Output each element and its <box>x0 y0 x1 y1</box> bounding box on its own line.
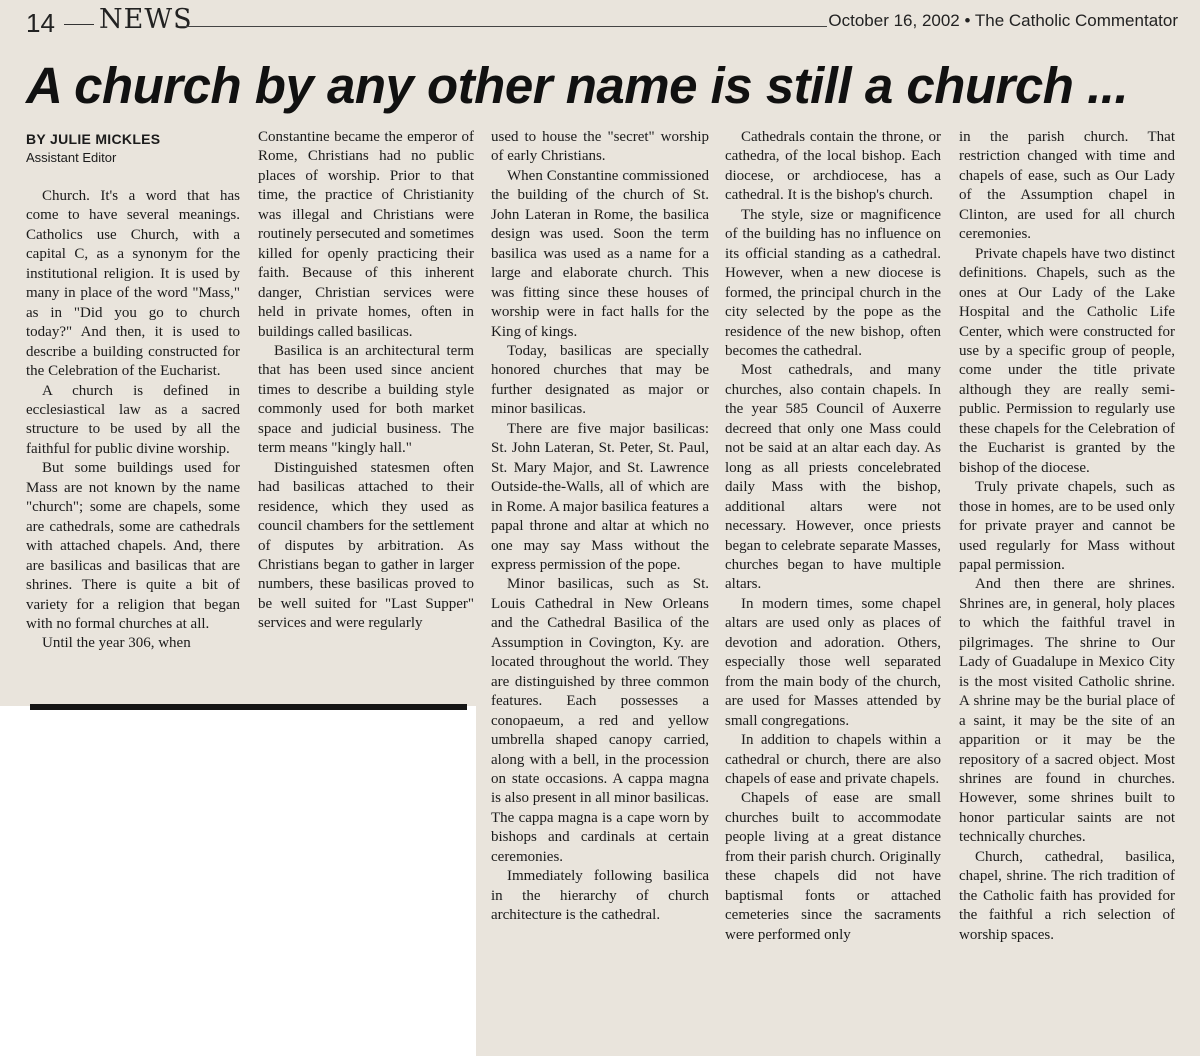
paragraph: The style, size or magnificence of the building has no influence on its official standing as a cathedral. However, when a new diocese is formed, the principal church in the city selected by the pope as the residence of the new bishop, often becomes the cathedral. <box>725 206 941 359</box>
paragraph: But some buildings used for Mass are not known by the name "church"; some are chapels, some are cathedrals, some are cathedrals with attached chapels. And, there are basilicas and basilicas that are shrines. There is quite a bit of variety for a religion that began with no formal churches at all. <box>26 460 240 632</box>
headline: A church by any other name is still a church ... <box>26 57 1129 114</box>
byline <box>26 131 248 165</box>
paragraph: Private chapels have two distinct definitions. Chapels, such as the ones at Our Lady of the Lake Hospital and the Catholic Life Center, which were constructed for use by a specific group of people, come under the title private although they are really semi-public. Permission to regularly use these chapels for the Celebration of the Eucharist is granted by the bishop of the diocese. <box>959 245 1175 476</box>
article-column-5 <box>959 128 1175 945</box>
paragraph: Constantine became the emperor of Rome, Christians had no public places of worship. Prior to that time, the practice of Christianity was illegal and Christians were routinely persecuted and sometimes killed for openly practicing their faith. Because of this inherent danger, Christian services were held in private homes, often in buildings called basilicas. <box>258 129 474 340</box>
dateline: October 16, 2002 • The Catholic Commentator <box>828 11 1178 30</box>
article-column-1 <box>26 187 240 654</box>
paragraph: In modern times, some chapel altars are used only as places of devotion and adoration. Others, especially those well separated from the main body of the church, are used for Masses attended by small congregations. <box>725 595 941 729</box>
article-column-4 <box>725 128 941 945</box>
paragraph: Distinguished statesmen often had basilicas attached to their residence, which they used as council chambers for the settlement of disputes by arbitration. As Christians began to gather in larger numbers, these basilicas proved to be well suited for "Last Supper" services and were regularly <box>258 459 474 632</box>
paragraph: A church is defined in ecclesiastical law as a sacred structure to be used by all the faithful for public divine worship. <box>26 382 240 457</box>
paragraph: In addition to chapels within a cathedral or church, there are also chapels of ease and private chapels. <box>725 732 941 787</box>
paragraph: Church, cathedral, basilica, chapel, shrine. The rich tradition of the Catholic faith has provided for the faithful a rich selection of worship spaces. <box>959 848 1175 943</box>
cropped-blank-area <box>0 706 476 1056</box>
paragraph: Chapels of ease are small churches built to accommodate people living at a great distance from their parish church. Originally these chapels did not have baptismal fonts or attached cemeteries since the sacraments were performed only <box>725 790 941 943</box>
article-column-3 <box>491 128 709 926</box>
paragraph: Until the year 306, when <box>42 635 191 652</box>
header-dash <box>64 24 94 25</box>
paragraph: used to house the "secret" worship of early Christians. <box>491 129 709 165</box>
paragraph: Immediately following basilica in the hierarchy of church architecture is the cathedral. <box>491 868 709 924</box>
section-name: NEWS <box>99 4 193 35</box>
byline-role: Assistant Editor <box>26 150 117 165</box>
paragraph: Church. It's a word that has come to have several meanings. Catholics use Church, with a capital C, as a synonym for the institutional religion. It is used by many in place of the word "Mass," as in "Did you go to church today?" And then, it is used to describe a building constructed for the Celebration of the Eucharist. <box>26 188 240 380</box>
paragraph: Minor basilicas, such as St. Louis Cathedral in New Orleans and the Cathedral Basilica of the Assumption in Covington, Ky. are located throughout the world. They are distinguished by three common features. Each possesses a conopaeum, a red and yellow umbrella shaped canopy carried, along with a bell, in the procession on state occasions. A cappa magna is also present in all minor basilicas. The cappa magna is a cape worn by bishops and cardinals at certain ceremonies. <box>491 576 709 865</box>
page-number: 14 <box>26 8 55 38</box>
paragraph: Today, basilicas are specially honored churches that may be further designated as major or minor basilicas. <box>491 342 709 418</box>
paragraph: Truly private chapels, such as those in homes, are to be used only for private prayer and cannot be used regularly for Mass without papal permission. <box>959 479 1175 573</box>
paragraph: Basilica is an architectural term that has been used since ancient times to describe a building style commonly used for both market space and judicial business. The term means "kingly hall." <box>258 342 474 457</box>
paragraph: Cathedrals contain the throne, or cathedra, of the local bishop. Each diocese, or archdiocese, has a cathedral. It is the bishop's church. <box>725 129 941 204</box>
paragraph: Most cathedrals, and many churches, also contain chapels. In the year 585 Council of Auxerre decreed that only one Mass could not be said at an altar each day. As long as all priests concelebrated daily Mass with the bishop, additional altars were not necessary. However, once priests began to celebrate separate Masses, churches began to have multiple altars. <box>725 362 941 593</box>
header-rule <box>179 26 827 27</box>
paragraph: There are five major basilicas: St. John Lateran, St. Peter, St. Paul, St. Mary Major, and St. Lawrence Outside-the-Walls, all of which are in Rome. A major basilica features a papal throne and altar at which no one may say Mass without the express permission of the pope. <box>491 420 709 573</box>
article-column-2 <box>258 128 474 634</box>
page-header <box>22 4 1178 40</box>
paragraph: in the parish church. That restriction changed with time and chapels of ease, such as Our Lady of the Assumption chapel in Clinton, are used for all church ceremonies. <box>959 129 1175 243</box>
paragraph: When Constantine commissioned the building of the church of St. John Lateran in Rome, the basilica design was used. Soon the term basilica was used as a name for a large and elaborate church. This was fitting since these houses of worship were in fact halls for the King of kings. <box>491 167 709 340</box>
paragraph: And then there are shrines. Shrines are, in general, holy places to which the faithful travel in pilgrimages. The shrine to Our Lady of Guadalupe in Mexico City is the most visited Catholic shrine. A shrine may be the burial place of a saint, it may be the site of an apparition or it may be the repository of a sacred object. Most shrines are found in churches. However, some shrines built to honor particular saints are not technically churches. <box>959 576 1175 846</box>
photo-top-edge <box>30 704 467 710</box>
byline-author: BY JULIE MICKLES <box>26 131 161 147</box>
